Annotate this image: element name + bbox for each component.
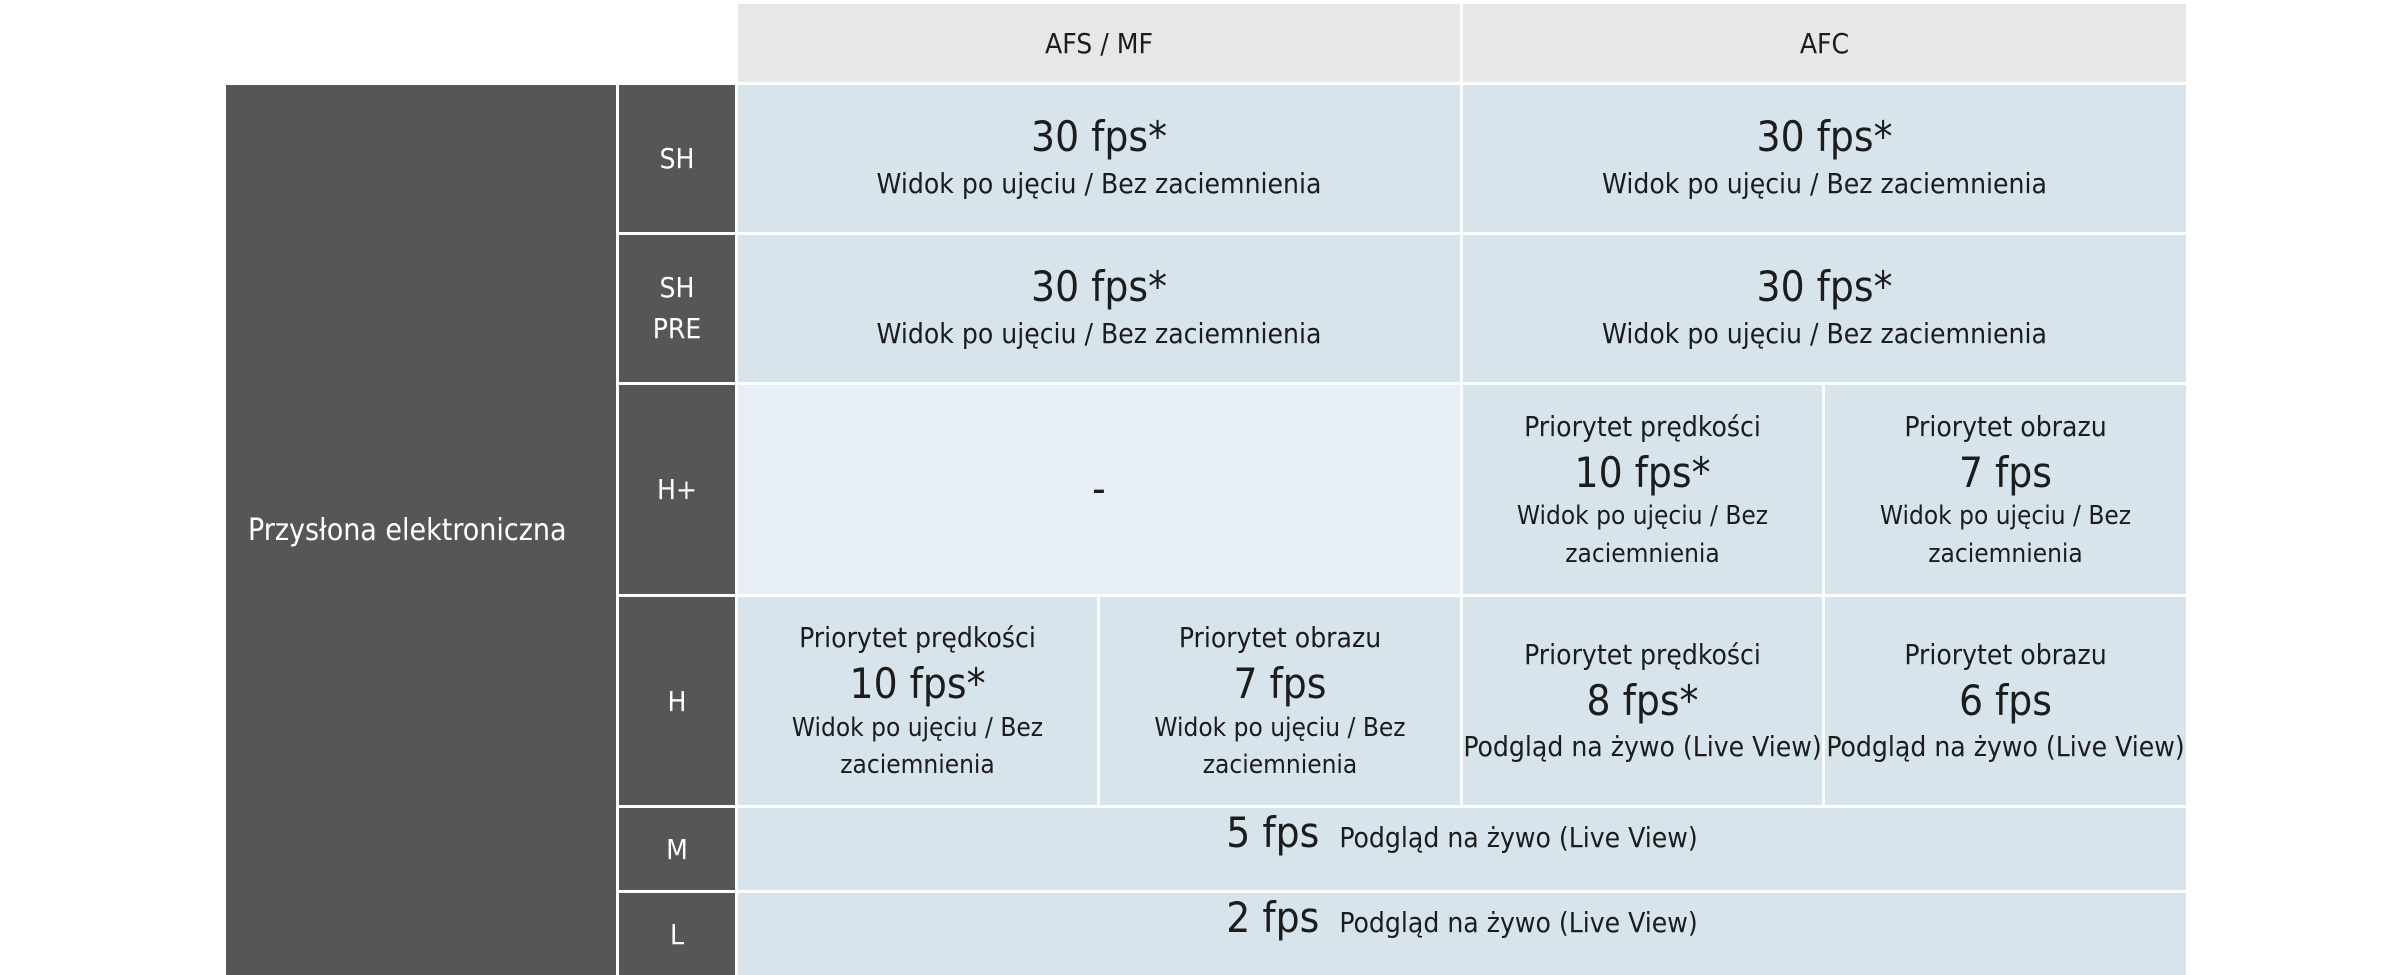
cell-h-plus-afc-image-note: Widok po ujęciu / Bez zaciemnienia	[1879, 501, 2132, 569]
cell-h-afs-speed-value: 10 fps*	[849, 659, 986, 709]
cell-l-value: 2 fps	[1226, 893, 1320, 942]
cell-m-value: 5 fps	[1226, 808, 1320, 857]
mode-label-sh-text: SH	[659, 142, 695, 175]
electronic-shutter-label	[226, 85, 616, 975]
cell-h-afc-image	[1825, 597, 2186, 805]
mode-label-l-text: L	[669, 917, 685, 951]
cell-h-plus-afs-value: -	[1092, 464, 1106, 514]
mode-label-sh-pre	[619, 235, 735, 382]
mode-label-h	[619, 597, 735, 805]
cell-h-plus-afc-speed	[1463, 385, 1822, 594]
mode-label-l	[619, 893, 735, 975]
cell-sh-afs-note: Widok po ujęciu / Bez zaciemnienia	[876, 166, 1322, 200]
cell-h-plus-afc-speed-value: 10 fps*	[1574, 447, 1711, 497]
cell-sh-afs-value: 30 fps*	[1031, 112, 1167, 162]
cell-h-plus-afc-image	[1825, 385, 2186, 594]
cell-sh-pre-afc	[1463, 235, 2186, 382]
mode-label-sh-pre-line1: SH	[659, 270, 695, 304]
cell-h-afs-speed-note: Widok po ujęciu / Bez zaciemnienia	[791, 712, 1044, 781]
cell-sh-afc	[1463, 85, 2186, 232]
cell-sh-afc-note: Widok po ujęciu / Bez zaciemnienia	[1602, 166, 2047, 200]
mode-label-h-text: H	[667, 684, 687, 718]
cell-sh-pre-afc-value: 30 fps*	[1756, 262, 1893, 312]
cell-h-afc-image-value: 6 fps	[1958, 675, 2052, 725]
header-afs-mf-label: AFS / MF	[1045, 26, 1153, 60]
header-afs-mf	[738, 4, 1460, 82]
cell-h-afc-image-mode: Priorytet obrazu	[1904, 637, 2107, 671]
cell-h-afs-image-value: 7 fps	[1233, 659, 1327, 709]
cell-h-afc-speed-note: Podgląd na żywo (Live View)	[1463, 730, 1822, 764]
cell-sh-afc-value: 30 fps*	[1756, 112, 1893, 162]
cell-m-note: Podgląd na żywo (Live View)	[1339, 821, 1698, 854]
cell-h-plus-afs	[738, 385, 1460, 594]
cell-h-afs-image-mode: Priorytet obrazu	[1178, 621, 1382, 655]
cell-h-plus-afc-image-value: 7 fps	[1958, 447, 2052, 497]
mode-label-m-text: M	[666, 832, 688, 866]
cell-sh-afs	[738, 85, 1460, 232]
cell-sh-pre-afs-note: Widok po ujęciu / Bez zaciemnienia	[876, 316, 1322, 350]
electronic-shutter-label-text: Przysłona elektroniczna	[248, 512, 567, 548]
cell-h-plus-afc-speed-note: Widok po ujęciu / Bez zaciemnienia	[1516, 501, 1769, 569]
cell-h-afc-image-note: Podgląd na żywo (Live View)	[1826, 730, 2185, 764]
mode-label-h-plus-text: H+	[656, 473, 698, 506]
cell-l	[738, 893, 2186, 975]
cell-m	[738, 808, 2186, 890]
cell-h-plus-afc-speed-mode: Priorytet prędkości	[1524, 409, 1761, 443]
cell-h-afc-speed-mode: Priorytet prędkości	[1524, 637, 1761, 671]
cell-h-afc-speed	[1463, 597, 1822, 805]
cell-l-note: Podgląd na żywo (Live View)	[1339, 906, 1698, 939]
cell-h-afs-image-note: Widok po ujęciu / Bez zaciemnienia	[1154, 712, 1406, 781]
header-afc	[1463, 4, 2186, 82]
cell-h-afc-speed-value: 8 fps*	[1586, 675, 1699, 725]
mode-label-h-plus	[619, 385, 735, 594]
cell-sh-pre-afc-note: Widok po ujęciu / Bez zaciemnienia	[1602, 316, 2047, 350]
cell-sh-pre-afs	[738, 235, 1460, 382]
cell-h-afs-image	[1100, 597, 1460, 805]
mode-label-sh	[619, 85, 735, 232]
header-afc-label: AFC	[1799, 26, 1850, 60]
mode-label-m	[619, 808, 735, 890]
cell-h-afs-speed	[738, 597, 1097, 805]
cell-sh-pre-afs-value: 30 fps*	[1031, 262, 1167, 312]
cell-h-plus-afc-image-mode: Priorytet obrazu	[1904, 409, 2107, 443]
mode-label-sh-pre-line2: PRE	[652, 311, 702, 345]
cell-h-afs-speed-mode: Priorytet prędkości	[799, 621, 1036, 655]
